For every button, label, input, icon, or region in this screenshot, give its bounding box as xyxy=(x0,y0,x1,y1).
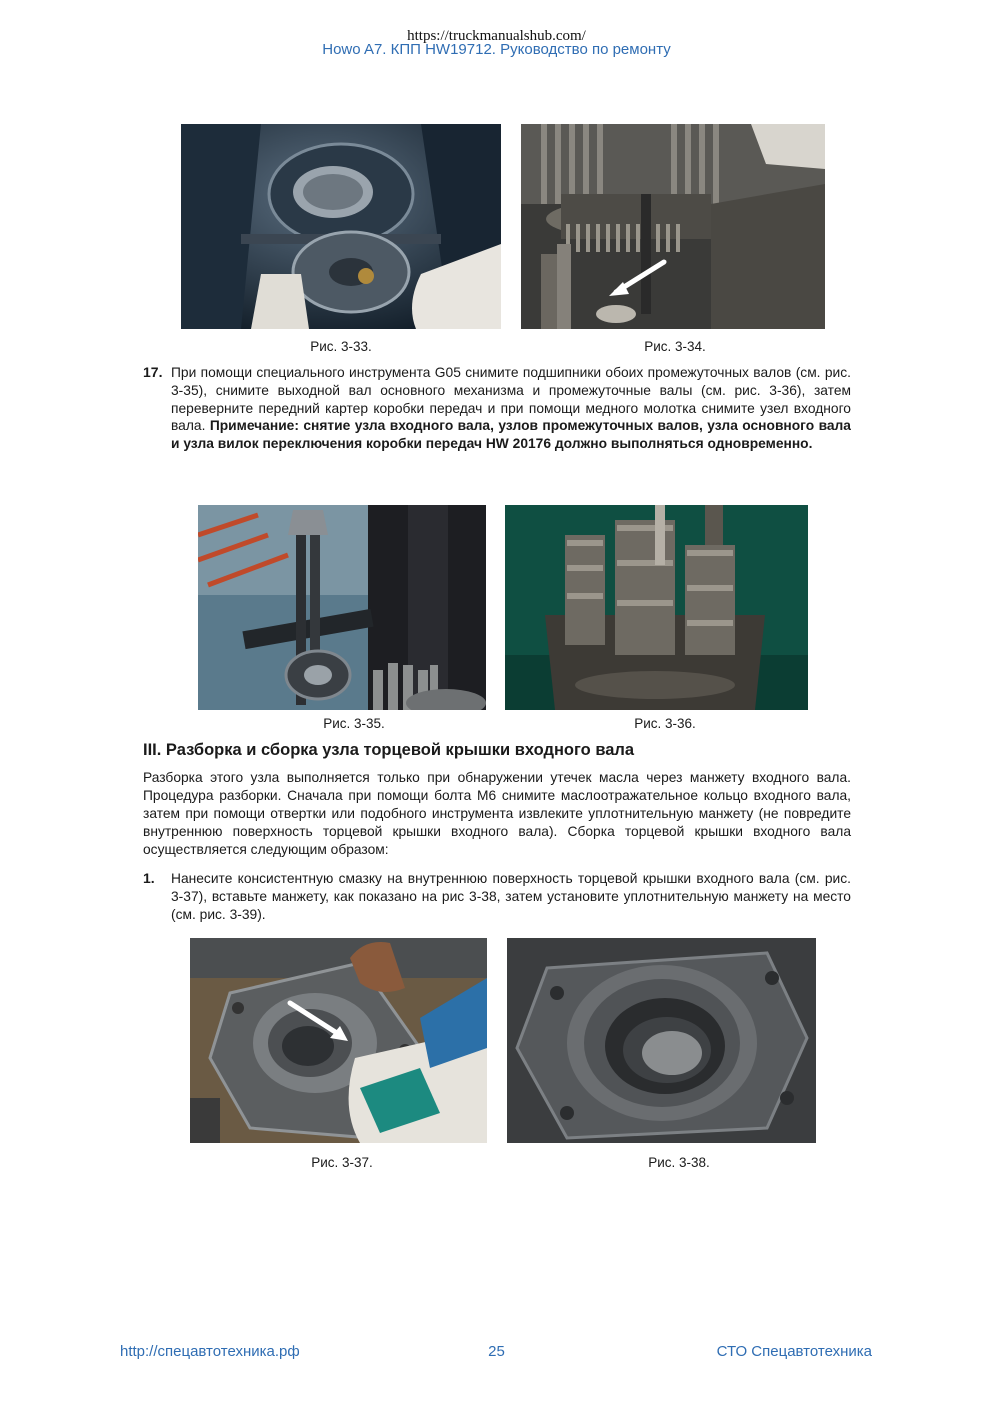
section-heading: III. Разборка и сборка узла торцевой крышки входного вала xyxy=(143,741,635,759)
footer-publisher: СТО Спецавтотехника xyxy=(716,1343,872,1360)
photo-fig-3-36 xyxy=(505,505,808,710)
caption-fig-3-35: Рис. 3-35. xyxy=(323,716,385,731)
photo-fig-3-35 xyxy=(198,505,486,710)
photo-fig-3-33 xyxy=(181,124,501,329)
step-17-text xyxy=(171,364,851,453)
step-17-number: 17. xyxy=(143,364,163,380)
caption-fig-3-38: Рис. 3-38. xyxy=(648,1155,710,1170)
step-17-note: Примечание: снятие узла входного вала, узлов промежуточных валов, узла основного вала и узла вилок переключения коробки передач HW 20176 должно выполняться одновременно. xyxy=(171,418,851,452)
caption-fig-3-36: Рис. 3-36. xyxy=(634,716,696,731)
step-1-text: Нанесите консистентную смазку на внутреннюю поверхность торцевой крышки входного вала (см. рис. 3-37), вставьте манжету, как показано на рис 3-38, затем установите уплотнительную манжету на место (см. рис. 3-39). xyxy=(171,871,851,922)
step-17-body: При помощи специального инструмента G05 снимите подшипники обоих промежуточных валов (см. рис. 3-35), снимите выходной вал основного механизма и промежуточные валы (см. рис. 3-36), затем переверните передний картер коробки передач и при помощи медного молотка снимите узел входного вала. xyxy=(171,365,851,434)
step-1-number: 1. xyxy=(143,870,155,886)
photo-fig-3-38 xyxy=(507,938,816,1143)
page-number: 25 xyxy=(488,1343,505,1360)
caption-fig-3-33: Рис. 3-33. xyxy=(310,339,372,354)
photo-fig-3-34 xyxy=(521,124,825,329)
manual-title: Howo A7. КПП HW19712. Руководство по ремонту xyxy=(322,41,671,58)
photo-fig-3-37 xyxy=(190,938,487,1143)
caption-fig-3-34: Рис. 3-34. xyxy=(644,339,706,354)
footer-website-link[interactable]: http://спецавтотехника.рф xyxy=(120,1343,300,1360)
source-url: https://truckmanualshub.com/ xyxy=(407,28,586,44)
caption-fig-3-37: Рис. 3-37. xyxy=(311,1155,373,1170)
section-intro: Разборка этого узла выполняется только при обнаружении утечек масла через манжету входного вала. Процедура разборки. Сначала при помощи болта М6 снимите маслоотражательное кольцо входного вала, затем при помощи отвертки или подобного инструмента извлеките уплотнительную манжету (не повредите внутреннюю поверхность торцевой крышки входного вала). Сборка торцевой крышки входного вала осуществляется следующим образом: xyxy=(143,770,851,857)
